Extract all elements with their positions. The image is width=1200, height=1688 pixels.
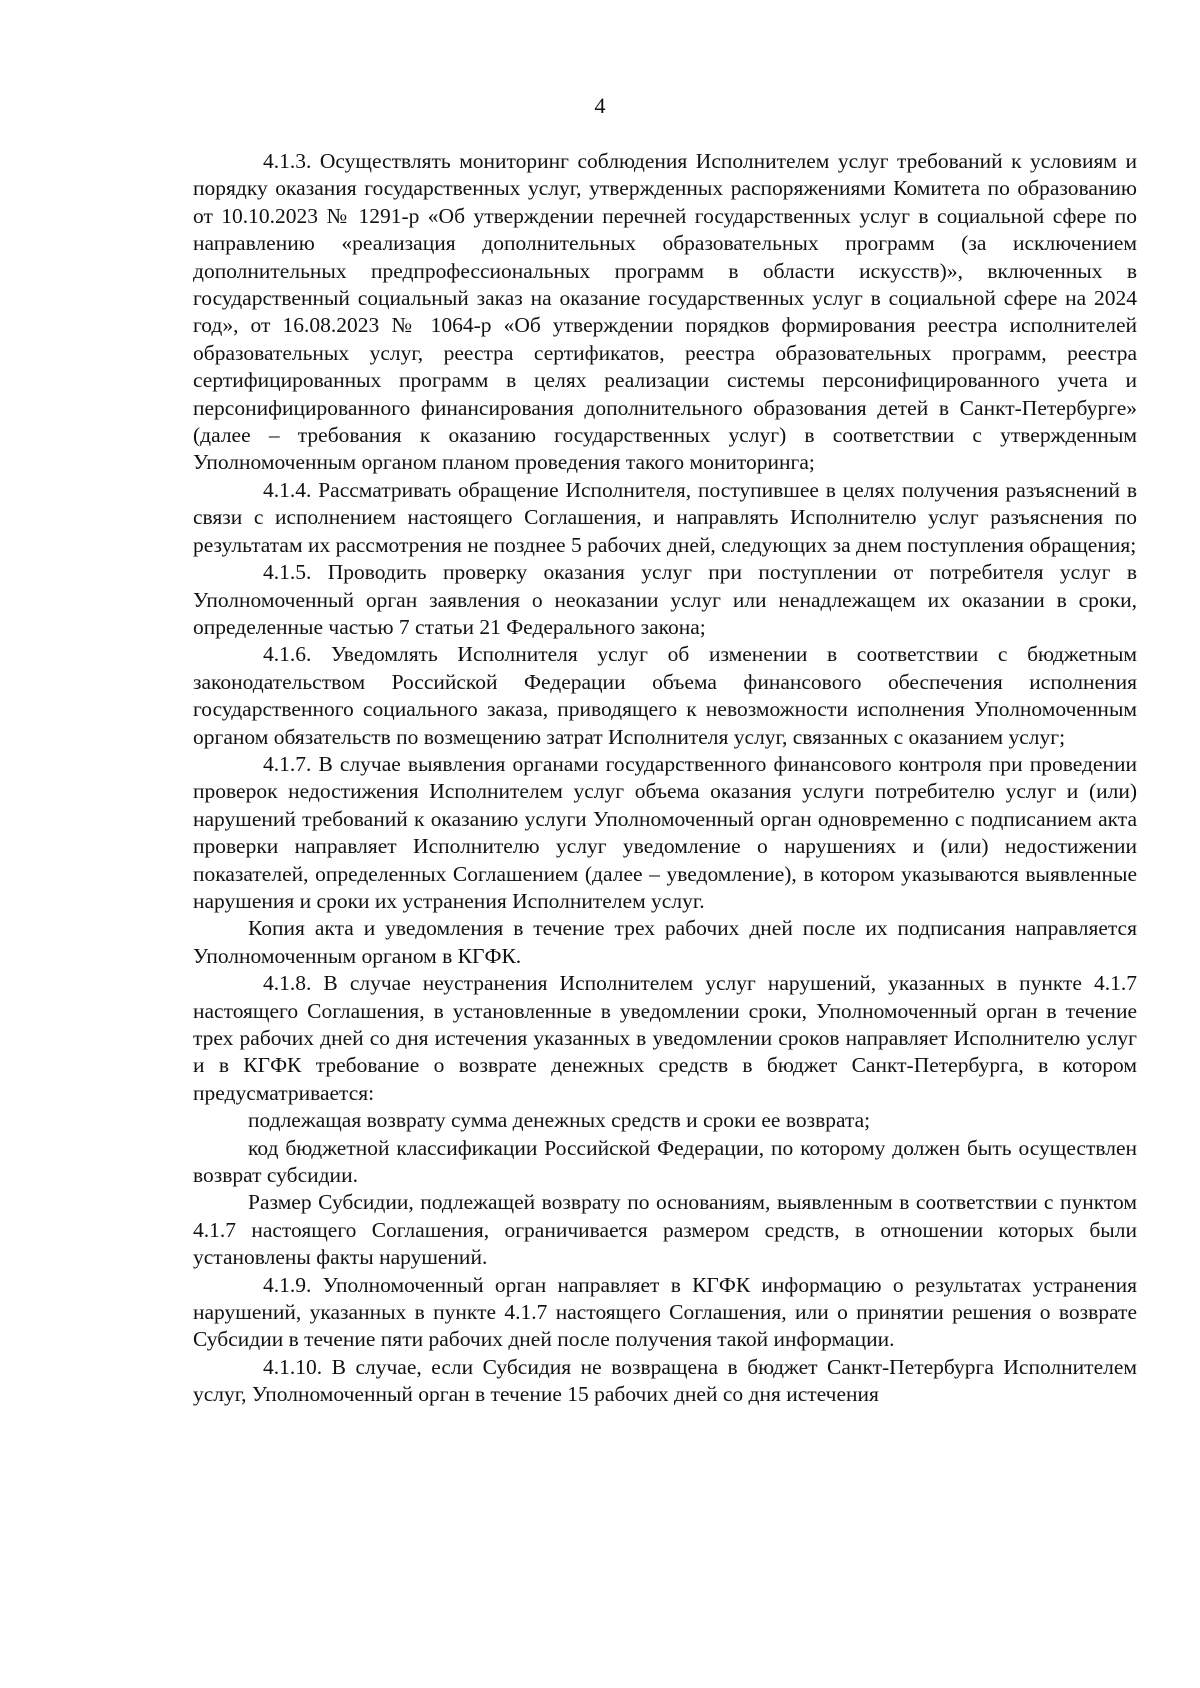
paragraph-4-1-5: 4.1.5. Проводить проверку оказания услуг при поступлении от потребителя услуг в Уполномоченный орган заявления о неоказании услуг или ненадлежащем их оказании в сроки, определенные частью 7 статьи 21 Федерального закона; — [193, 560, 1137, 639]
document-body — [193, 148, 1137, 1409]
paragraph-4-1-3: 4.1.3. Осуществлять мониторинг соблюдения Исполнителем услуг требований к условиям и порядку оказания государственных услуг, утвержденных распоряжениями Комитета по образованию от 10.10.2023 № 1291-р «Об утверждении перечней государственных услуг в социальной сфере по направлению «реализация дополнительных образовательных программ (за исключением дополнительных предпрофессиональных программ в области искусств)», включенных в государственный социальный заказ на оказание государственных услуг в социальной сфере на 2024 год», от 16.08.2023 № 1064-р «Об утверждении порядков формирования реестра исполнителей образовательных услуг, реестра сертификатов, реестра образовательных программ, реестра сертифицированных программ в целях реализации системы персонифицированного учета и персонифицированного финансирования дополнительного образования детей в Санкт-Петербурге» (далее – требования к оказанию государственных услуг) в соответствии с утвержденным Уполномоченным органом планом проведения такого мониторинга; — [193, 149, 1137, 475]
paragraph-4-1-6: 4.1.6. Уведомлять Исполнителя услуг об изменении в соответствии с бюджетным законодательством Российской Федерации объема финансового обеспечения исполнения государственного социального заказа, приводящего к невозможности исполнения Уполномоченным органом обязательств по возмещению затрат Исполнителя услуг, связанных с оказанием услуг; — [193, 642, 1137, 749]
paragraph-subsidy-size: Размер Субсидии, подлежащей возврату по основаниям, выявленным в соответствии с пунктом 4.1.7 настоящего Соглашения, ограничивается размером средств, в отношении которых были установлены факты нарушений. — [193, 1190, 1137, 1270]
page-number: 4 — [594, 93, 606, 118]
paragraph-4-1-4: 4.1.4. Рассматривать обращение Исполнителя, поступившее в целях получения разъяснений в связи с исполнением настоящего Соглашения, и направлять Исполнителю услуг разъяснения по результатам их рассмотрения не позднее 5 рабочих дней, следующих за днем поступления обращения; — [193, 477, 1137, 557]
paragraph-4-1-8: 4.1.8. В случае неустранения Исполнителем услуг нарушений, указанных в пункте 4.1.7 настоящего Соглашения, в установленные в уведомлении сроки, Уполномоченный орган в течение трех рабочих дней со дня истечения указанных в уведомлении сроков направляет Исполнителю услуг и в КГФК требование о возврате денежных средств в бюджет Санкт-Петербурга, в котором предусматривается: — [193, 971, 1137, 1105]
paragraph-4-1-10: 4.1.10. В случае, если Субсидия не возвращена в бюджет Санкт-Петербурга Исполнителем услуг, Уполномоченный орган в течение 15 рабочих дней со дня истечения — [193, 1354, 1137, 1407]
paragraph-copy-of-act: Копия акта и уведомления в течение трех рабочих дней после их подписания направляется Уполномоченным органом в КГФК. — [193, 916, 1137, 968]
paragraph-4-1-9: 4.1.9. Уполномоченный орган направляет в КГФК информацию о результатах устранения нарушений, указанных в пункте 4.1.7 настоящего Соглашения, или о принятии решения о возврате Субсидии в течение пяти рабочих дней после получения такой информации. — [193, 1272, 1137, 1352]
paragraph-budget-code: код бюджетной классификации Российской Федерации, по которому должен быть осуществлен возврат субсидии. — [193, 1135, 1137, 1188]
paragraph-refund-amount: подлежащая возврату сумма денежных средств и сроки ее возврата; — [248, 1108, 871, 1133]
paragraph-4-1-7: 4.1.7. В случае выявления органами государственного финансового контроля при проведении проверок недостижения Исполнителем услуг объема оказания услуги потребителю услуг и (или) нарушений требований к оказанию услуги Уполномоченный орган одновременно с подписанием акта проверки направляет Исполнителю услуг уведомление о нарушениях и (или) недостижении показателей, определенных Соглашением (далее – уведомление), в котором указываются выявленные нарушения и сроки их устранения Исполнителем услуг. — [193, 751, 1137, 913]
